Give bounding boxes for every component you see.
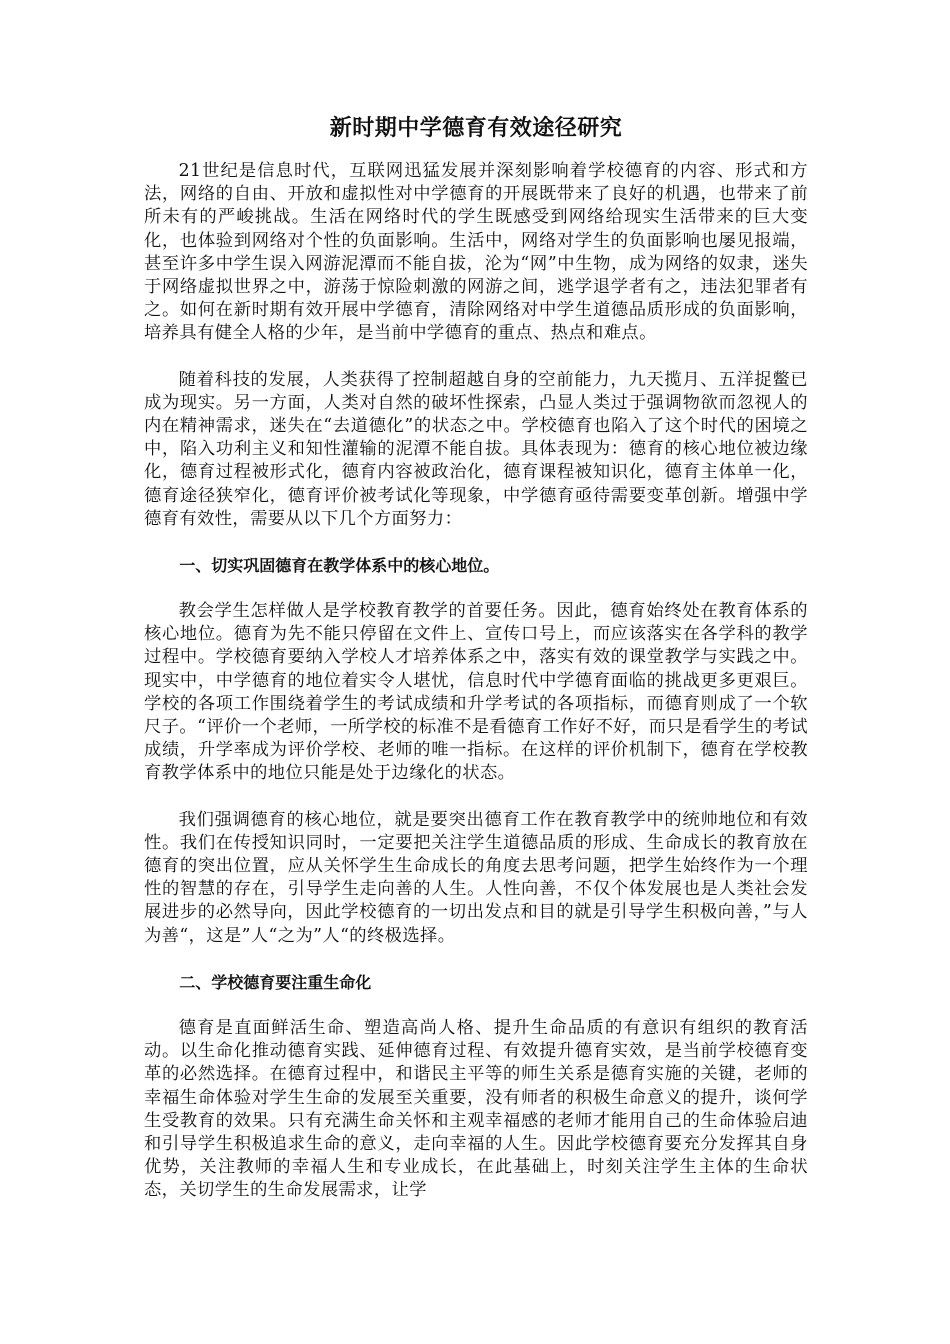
paragraph-section1-b: 我们强调德育的核心地位，就是要突出德育工作在教育教学中的统帅地位和有效性。我们在传授知识同时，一定要把关注学生道德品质的形成、生命成长的教育放在德育的突出位置，应从关怀学生生命成长的角度去思考问题，把学生始终作为一个理性的智慧的存在，引导学生走向善的人生。人性向善，不仅个体发展也是人类社会发展进步的必然导向，因此学校德育的一切出发点和目的就是引导学生积极向善，”与人为善“，这是”人“之为”人“的终极选择。 bbox=[144, 809, 808, 946]
paragraph-spacer bbox=[144, 577, 808, 600]
paragraph-spacer bbox=[144, 994, 808, 1017]
paragraph-spacer bbox=[144, 531, 808, 554]
paragraph-intro: 21世纪是信息时代，互联网迅猛发展并深刻影响着学校德育的内容、形式和方法，网络的自由、开放和虚拟性对中学德育的开展既带来了良好的机遇，也带来了前所未有的严峻挑战。生活在网络时代的学生既感受到网络给现实生活带来的巨大变化，也体验到网络对个性的负面影响。生活中，网络对学生的负面影响也屡见报端，甚至许多中学生误入网游泥潭而不能自拔，沦为“网”中生物，成为网络的奴隶，迷失于网络虚拟世界之中，游荡于惊险刺激的网游之间，逃学退学者有之，违法犯罪者有之。如何在新时期有效开展中学德育，清除网络对中学生道德品质形成的负面影响，培养具有健全人格的少年，是当前中学德育的重点、热点和难点。 bbox=[144, 161, 808, 344]
paragraph-spacer bbox=[144, 948, 808, 971]
section-heading-2: 二、学校德育要注重生命化 bbox=[179, 972, 372, 992]
document-body bbox=[144, 112, 808, 1203]
paragraph-spacer bbox=[144, 786, 808, 809]
paragraph-spacer bbox=[144, 346, 808, 369]
section-heading-1: 一、切实巩固德育在教学体系中的核心地位。 bbox=[179, 556, 500, 576]
document-title: 新时期中学德育有效途径研究 bbox=[329, 116, 623, 141]
paragraph-section2-a: 德育是直面鲜活生命、塑造高尚人格、提升生命品质的有意识有组织的教育活动。以生命化推动德育实践、延伸德育过程、有效提升德育实效，是当前学校德育变革的必然选择。在德育过程中，和谐民主平等的师生关系是德育实施的关键，老师的幸福生命体验对学生生命的发展至关重要，没有师者的积极生命意义的提升，谈何学生受教育的效果。只有充满生命关怀和主观幸福感的老师才能用自己的生命体验启迪和引导学生积极追求生命的意义，走向幸福的人生。因此学校德育要充分发挥其自身优势，关注教师的幸福人生和专业成长，在此基础上，时刻关注学生主体的生命状态，关切学生的生命发展需求，让学 bbox=[144, 1017, 808, 1201]
paragraph-section1-a: 教会学生怎样做人是学校教育教学的首要任务。因此，德育始终处在教育体系的核心地位。德育为先不能只停留在文件上、宣传口号上，而应该落实在各学科的教学过程中。学校德育要纳入学校人才培养体系之中，落实有效的课堂教学与实践之中。现实中，中学德育的地位着实令人堪忧，信息时代中学德育面临的挑战更多更艰巨。学校的各项工作围绕着学生的考试成绩和升学考试的各项指标，而德育则成了一个软尺子。“评价一个老师，一所学校的标准不是看德育工作好不好，而只是看学生的考试成绩，升学率成为评价学校、老师的唯一指标。在这样的评价机制下，德育在学校教育教学体系中的地位只能是处于边缘化的状态。 bbox=[144, 601, 808, 784]
paragraph-background: 随着科技的发展，人类获得了控制超越自身的空前能力，九天揽月、五洋捉鳖已成为现实。另一方面，人类对自然的破坏性探索，凸显人类过于强调物欲而忽视人的内在精神需求，迷失在“去道德化”的状态之中。学校德育也陷入了这个时代的困境之中，陷入功利主义和知性灌输的泥潭不能自拔。具体表现为：德育的核心地位被边缘化，德育过程被形式化，德育内容被政治化，德育课程被知识化，德育主体单一化，德育途径狭窄化，德育评价被考试化等现象，中学德育亟待需要变革创新。增强中学德育有效性，需要从以下几个方面努力： bbox=[144, 369, 808, 529]
